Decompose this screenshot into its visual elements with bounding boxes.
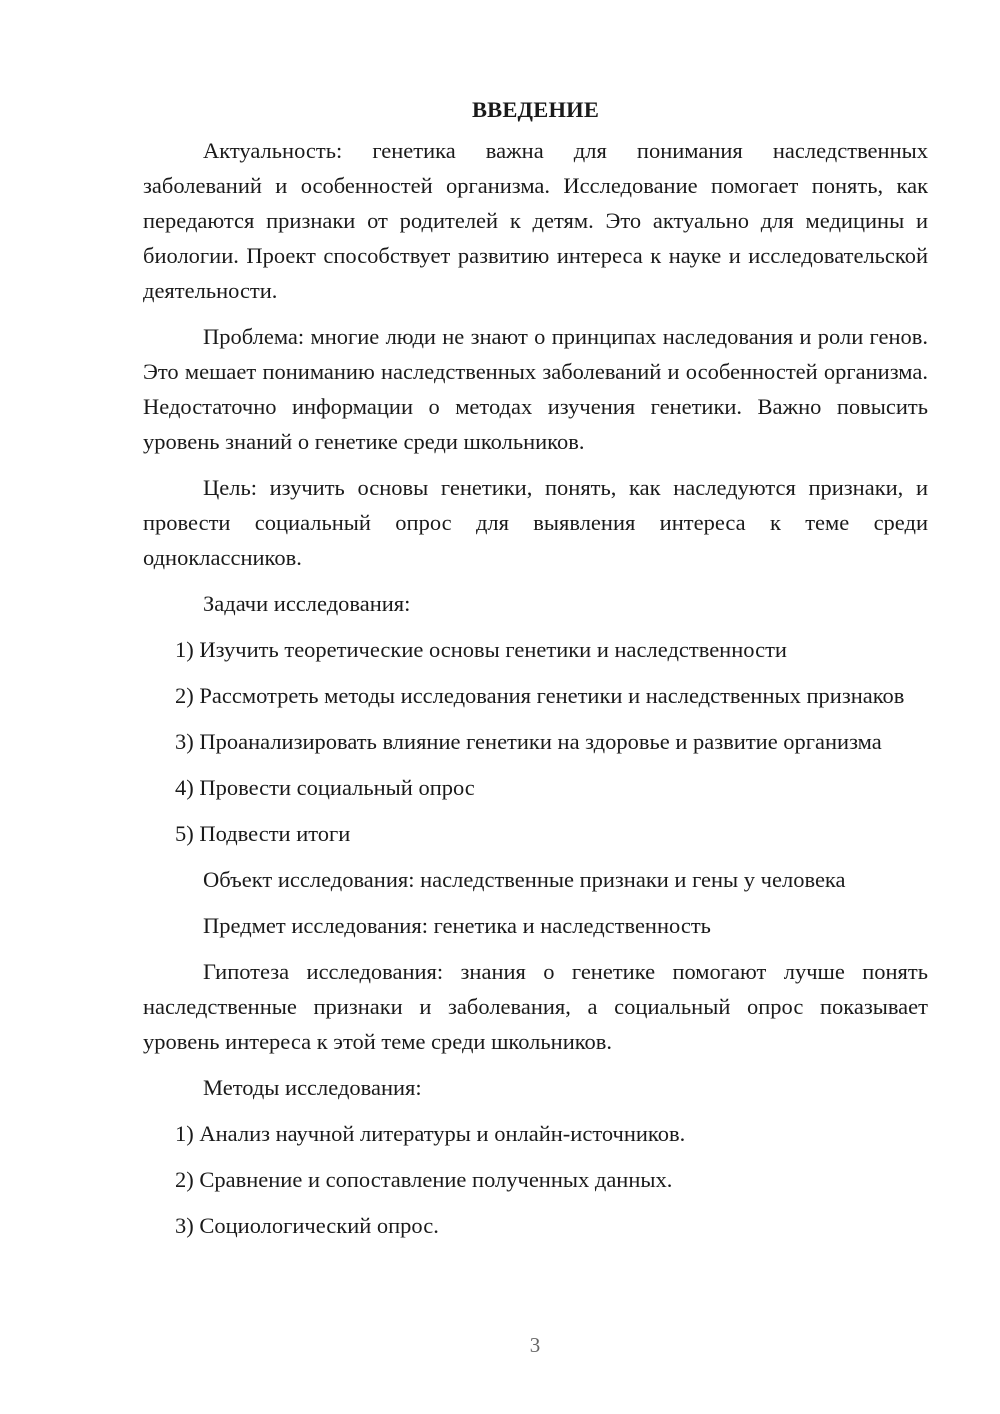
method-item-2: 2) Сравнение и сопоставление полученных данных. — [175, 1167, 673, 1192]
task-item-1: 1) Изучить теоретические основы генетики и наследственности — [175, 637, 787, 662]
goal-paragraph: Цель: изучить основы генетики, понять, как наследуются признаки, и провести социальный опрос для выявления интереса к теме среди одноклассников. — [143, 475, 928, 570]
tasks-heading: Задачи исследования: — [203, 591, 411, 616]
task-item-2: 2) Рассмотреть методы исследования генетики и наследственных признаков — [175, 683, 905, 708]
task-item-5: 5) Подвести итоги — [175, 821, 351, 846]
subject-paragraph: Предмет исследования: генетика и наследственность — [203, 913, 711, 938]
problem-paragraph: Проблема: многие люди не знают о принципах наследования и роли генов. Это мешает пониманию наследственных заболеваний и особенностей организма. Недостаточно информации о методах изучения генетики. Важно повысить уровень знаний о генетике среди школьников. — [143, 324, 928, 454]
task-item-4: 4) Провести социальный опрос — [175, 775, 475, 800]
page-title: ВВЕДЕНИЕ — [471, 97, 600, 122]
tasks-list — [143, 632, 928, 851]
hypothesis-paragraph: Гипотеза исследования: знания о генетике помогают лучше понять наследственные признаки и заболевания, а социальный опрос показывает уровень интереса к этой теме среди школьников. — [143, 959, 928, 1054]
relevance-paragraph: Актуальность: генетика важна для понимания наследственных заболеваний и особенностей организма. Исследование помогает понять, как передаются признаки от родителей к детям. Это актуально для медицины и биологии. Проект способствует развитию интереса к науке и исследовательской деятельности. — [143, 138, 928, 303]
method-item-3: 3) Социологический опрос. — [175, 1213, 439, 1238]
method-item-1: 1) Анализ научной литературы и онлайн-источников. — [175, 1121, 686, 1146]
page-content — [143, 92, 928, 1254]
page-number: 3 — [529, 1333, 541, 1357]
object-paragraph: Объект исследования: наследственные признаки и гены у человека — [203, 867, 846, 892]
methods-heading: Методы исследования: — [203, 1075, 422, 1100]
task-item-3: 3) Проанализировать влияние генетики на здоровье и развитие организма — [175, 729, 882, 754]
methods-list — [143, 1116, 928, 1243]
